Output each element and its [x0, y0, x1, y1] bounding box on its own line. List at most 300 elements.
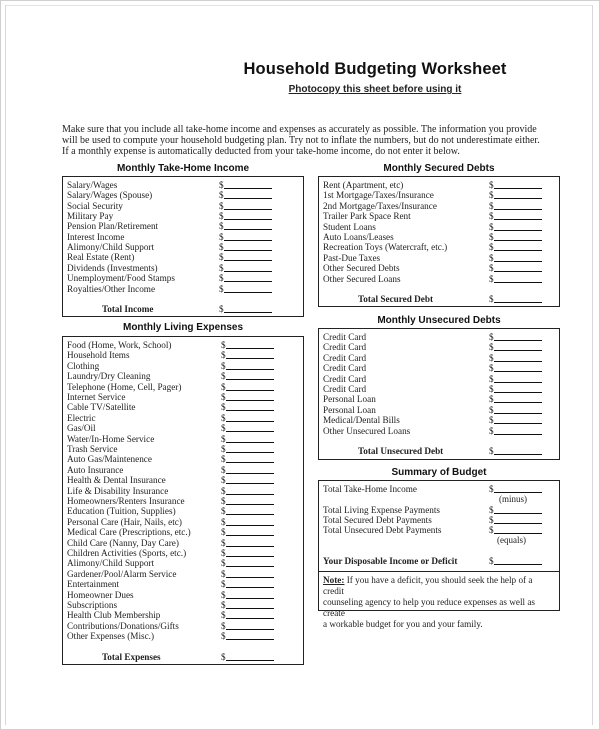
- dollar-sign: $: [489, 394, 494, 405]
- amount-field[interactable]: [219, 273, 272, 283]
- secured-debt-label: Trailer Park Space Rent: [323, 211, 411, 222]
- blank-line: [226, 579, 274, 588]
- blank-line: [494, 253, 542, 262]
- amount-field[interactable]: [489, 222, 542, 232]
- blank-line: [224, 242, 272, 251]
- living-expense-row: [67, 423, 303, 433]
- blank-line: [226, 350, 274, 359]
- summary-label: Total Take-Home Income: [323, 484, 417, 494]
- amount-field[interactable]: [221, 434, 274, 444]
- living-expense-row: [67, 382, 303, 392]
- amount-field[interactable]: [221, 538, 274, 548]
- amount-field[interactable]: [221, 465, 274, 475]
- secured-debt-total-row: [323, 294, 559, 304]
- amount-field[interactable]: [489, 415, 542, 425]
- blank-line: [226, 600, 274, 609]
- amount-field[interactable]: [221, 579, 274, 589]
- blank-line: [226, 527, 274, 536]
- blank-line: [494, 525, 542, 534]
- income-section-title: Monthly Take-Home Income: [116, 163, 250, 174]
- blank-line: [494, 415, 542, 424]
- unsecured-debt-label: Other Unsecured Loans: [323, 425, 411, 436]
- dollar-sign: $: [221, 589, 226, 600]
- living-expense-row: [67, 590, 303, 600]
- income-row: [67, 284, 303, 294]
- living-expense-row: [67, 621, 303, 631]
- total-amount-field[interactable]: [219, 304, 272, 314]
- living-expense-label: Telephone (Home, Cell, Pager): [67, 381, 182, 392]
- unsecured-debt-row: [323, 363, 559, 373]
- dollar-sign: $: [489, 404, 494, 415]
- blank-line: [494, 294, 542, 303]
- dollar-sign: $: [219, 231, 224, 242]
- dollar-sign: $: [219, 190, 224, 201]
- unsecured-debt-row: [323, 384, 559, 394]
- total-label: Total Unsecured Debt: [358, 446, 444, 456]
- amount-field[interactable]: [221, 569, 274, 579]
- living-expense-label: Food (Home, Work, School): [67, 340, 172, 350]
- dollar-sign: $: [219, 221, 224, 232]
- unsecured-debt-label: Credit Card: [323, 363, 367, 374]
- summary-row-living: [323, 505, 559, 515]
- dollar-sign: $: [489, 415, 494, 426]
- amount-field[interactable]: [219, 284, 272, 294]
- amount-field[interactable]: [221, 527, 274, 537]
- amount-field[interactable]: [489, 353, 542, 363]
- unsecured-debt-label: Credit Card: [323, 352, 367, 363]
- blank-line: [226, 475, 274, 484]
- amount-field[interactable]: [221, 558, 274, 568]
- dollar-sign: $: [221, 412, 226, 423]
- summary-row-disposable: [323, 556, 559, 566]
- amount-field[interactable]: [489, 342, 542, 352]
- unsecured-debt-label: Credit Card: [323, 384, 367, 394]
- living-expense-row: [67, 392, 303, 402]
- living-expense-row: [67, 548, 303, 558]
- living-expense-label: Gas/Oil: [67, 423, 96, 434]
- secured-debt-label: Rent (Apartment, etc): [323, 180, 404, 190]
- amount-field[interactable]: [489, 232, 542, 242]
- amount-field[interactable]: [489, 242, 542, 252]
- amount-field[interactable]: [221, 392, 274, 402]
- living-expense-row: [67, 434, 303, 444]
- secured-section-title: Monthly Secured Debts: [383, 163, 495, 174]
- dollar-sign: $: [219, 304, 224, 314]
- secured-debt-row: [323, 222, 559, 232]
- living-expense-row: [67, 517, 303, 527]
- unsecured-debt-row: [323, 342, 559, 352]
- unsecured-debt-row: [323, 353, 559, 363]
- amount-field[interactable]: [219, 190, 272, 200]
- dollar-sign: $: [489, 273, 494, 284]
- total-label: Total Secured Debt: [358, 294, 434, 304]
- dollar-sign: $: [489, 232, 494, 242]
- amount-field[interactable]: [489, 556, 542, 566]
- blank-line: [494, 180, 542, 189]
- amount-field[interactable]: [219, 201, 272, 211]
- blank-line: [494, 190, 542, 199]
- summary-label: Your Disposable Income or Deficit: [323, 555, 458, 566]
- amount-field[interactable]: [489, 505, 542, 515]
- income-row: [67, 180, 303, 190]
- amount-field[interactable]: [221, 371, 274, 381]
- note-label: Note:: [323, 575, 345, 585]
- amount-field[interactable]: [219, 221, 272, 231]
- dollar-sign: $: [221, 444, 226, 454]
- blank-line: [494, 332, 542, 341]
- living-expense-label: Child Care (Nanny, Day Care): [67, 537, 179, 548]
- dollar-sign: $: [219, 273, 224, 284]
- amount-field[interactable]: [221, 506, 274, 516]
- blank-line: [494, 342, 542, 351]
- amount-field[interactable]: [489, 384, 542, 394]
- blank-line: [224, 221, 272, 230]
- dollar-sign: $: [489, 524, 494, 535]
- summary-row-secured: [323, 515, 559, 525]
- blank-line: [226, 538, 274, 547]
- dollar-sign: $: [221, 340, 226, 350]
- blank-line: [226, 413, 274, 422]
- secured-debts-section: [318, 176, 560, 307]
- income-label: Dividends (Investments): [67, 262, 158, 273]
- secured-debt-label: Other Secured Debts: [323, 263, 400, 274]
- living-expense-label: Gardener/Pool/Alarm Service: [67, 568, 177, 579]
- blank-line: [224, 284, 272, 293]
- intro-paragraph: [62, 124, 562, 157]
- blank-line: [226, 631, 274, 640]
- income-label: Social Security: [67, 200, 123, 211]
- blank-line: [224, 180, 272, 189]
- amount-field[interactable]: [489, 263, 542, 273]
- dollar-sign: $: [221, 548, 226, 558]
- note-line: a workable budget for you and your family.: [323, 619, 483, 629]
- amount-field[interactable]: [221, 496, 274, 506]
- dollar-sign: $: [221, 620, 226, 631]
- income-row: [67, 232, 303, 242]
- living-expense-row: [67, 465, 303, 475]
- summary-section-title: Summary of Budget: [391, 467, 487, 478]
- total-label: Total Expenses: [102, 652, 161, 662]
- secured-debt-label: Recreation Toys (Watercraft, etc.): [323, 242, 448, 253]
- income-label: Pension Plan/Retirement: [67, 221, 159, 232]
- amount-field[interactable]: [489, 525, 542, 535]
- total-amount-field[interactable]: [489, 446, 542, 456]
- amount-field[interactable]: [221, 517, 274, 527]
- dollar-sign: $: [219, 252, 224, 263]
- dollar-sign: $: [219, 200, 224, 211]
- amount-field[interactable]: [221, 610, 274, 620]
- dollar-sign: $: [221, 360, 226, 371]
- minus-label: (minus): [499, 494, 527, 504]
- dollar-sign: $: [221, 610, 226, 621]
- living-expense-row: [67, 527, 303, 537]
- dollar-sign: $: [219, 180, 224, 190]
- living-expense-row: [67, 475, 303, 485]
- total-label: Total Income: [102, 304, 154, 314]
- blank-line: [224, 232, 272, 241]
- living-expense-row: [67, 444, 303, 454]
- dollar-sign: $: [489, 263, 494, 274]
- blank-line: [226, 454, 274, 463]
- amount-field[interactable]: [489, 180, 542, 190]
- blank-line: [226, 361, 274, 370]
- blank-line: [226, 382, 274, 391]
- blank-line: [226, 465, 274, 474]
- living-expense-label: Internet Service: [67, 392, 126, 402]
- blank-line: [226, 610, 274, 619]
- amount-field[interactable]: [489, 211, 542, 221]
- amount-field[interactable]: [489, 332, 542, 342]
- dollar-sign: $: [489, 221, 494, 232]
- dollar-sign: $: [221, 454, 226, 465]
- living-expense-label: Alimony/Child Support: [67, 558, 155, 569]
- amount-field[interactable]: [221, 402, 274, 412]
- blank-line: [494, 374, 542, 383]
- living-expense-label: Homeowner Dues: [67, 589, 134, 600]
- blank-line: [494, 211, 542, 220]
- living-expense-row: [67, 350, 303, 360]
- dollar-sign: $: [219, 211, 224, 222]
- blank-line: [494, 484, 542, 493]
- living-expense-row: [67, 506, 303, 516]
- amount-field[interactable]: [219, 180, 272, 190]
- dollar-sign: $: [489, 363, 494, 374]
- dollar-sign: $: [221, 496, 226, 506]
- dollar-sign: $: [489, 484, 494, 494]
- dollar-sign: $: [221, 423, 226, 434]
- amount-field[interactable]: [221, 621, 274, 631]
- amount-field[interactable]: [221, 454, 274, 464]
- unsecured-debt-row: [323, 332, 559, 342]
- blank-line: [226, 371, 274, 380]
- income-section: [62, 176, 304, 317]
- dollar-sign: $: [489, 373, 494, 384]
- secured-debt-row: [323, 263, 559, 273]
- summary-label: Total Living Expense Payments: [323, 504, 440, 515]
- unsecured-debt-label: Credit Card: [323, 332, 367, 342]
- secured-debt-row: [323, 232, 559, 242]
- amount-field[interactable]: [221, 444, 274, 454]
- living-expense-row: [67, 454, 303, 464]
- living-expense-label: Water/In-Home Service: [67, 433, 155, 444]
- dollar-sign: $: [489, 555, 494, 566]
- amount-field[interactable]: [489, 405, 542, 415]
- blank-line: [494, 242, 542, 251]
- income-row: [67, 242, 303, 252]
- amount-field[interactable]: [221, 590, 274, 600]
- dollar-sign: $: [221, 579, 226, 590]
- amount-field[interactable]: [489, 374, 542, 384]
- blank-line: [226, 590, 274, 599]
- note-line: [323, 575, 555, 597]
- secured-debt-label: Past-Due Taxes: [323, 252, 381, 263]
- dollar-sign: $: [489, 514, 494, 525]
- income-row: [67, 201, 303, 211]
- amount-field[interactable]: [219, 252, 272, 262]
- income-row: [67, 263, 303, 273]
- note-line: counseling agency to help you reduce expenses as well as create: [323, 597, 536, 618]
- unsecured-debt-total-row: [323, 446, 559, 456]
- amount-field[interactable]: [221, 486, 274, 496]
- amount-field[interactable]: [489, 426, 542, 436]
- deficit-note: [319, 571, 559, 629]
- total-amount-field[interactable]: [221, 652, 274, 662]
- living-expense-total-row: [67, 652, 303, 662]
- blank-line: [494, 505, 542, 514]
- living-expense-row: [67, 361, 303, 371]
- unsecured-debt-label: Credit Card: [323, 342, 367, 353]
- blank-line: [226, 558, 274, 567]
- amount-field[interactable]: [221, 600, 274, 610]
- living-expense-label: Life & Disability Insurance: [67, 485, 169, 496]
- unsecured-debt-row: [323, 415, 559, 425]
- blank-line: [224, 304, 272, 313]
- blank-line: [494, 222, 542, 231]
- amount-field[interactable]: [221, 413, 274, 423]
- amount-field[interactable]: [489, 394, 542, 404]
- amount-field[interactable]: [219, 211, 272, 221]
- secured-debt-row: [323, 253, 559, 263]
- blank-line: [494, 384, 542, 393]
- amount-field[interactable]: [489, 363, 542, 373]
- unsecured-debt-label: Medical/Dental Bills: [323, 415, 400, 426]
- living-expense-row: [67, 486, 303, 496]
- blank-line: [494, 201, 542, 210]
- amount-field[interactable]: [221, 350, 274, 360]
- unsecured-debt-row: [323, 374, 559, 384]
- dollar-sign: $: [221, 631, 226, 642]
- secured-debt-row: [323, 190, 559, 200]
- income-label: Interest Income: [67, 231, 125, 242]
- living-section-title: Monthly Living Expenses: [122, 322, 244, 333]
- living-expenses-section: [62, 336, 304, 665]
- blank-line: [226, 340, 274, 349]
- blank-line: [224, 263, 272, 272]
- dollar-sign: $: [489, 384, 494, 394]
- income-label: Royalties/Other Income: [67, 283, 156, 294]
- living-expense-label: Entertainment: [67, 579, 120, 590]
- secured-debt-row: [323, 274, 559, 284]
- amount-field[interactable]: [221, 361, 274, 371]
- amount-field[interactable]: [221, 340, 274, 350]
- living-expense-label: Clothing: [67, 360, 100, 371]
- dollar-sign: $: [489, 200, 494, 211]
- blank-line: [494, 556, 542, 565]
- blank-line: [226, 486, 274, 495]
- unsecured-debt-label: Personal Loan: [323, 394, 376, 405]
- income-row: [67, 273, 303, 283]
- living-expense-label: Children Activities (Sports, etc.): [67, 548, 187, 558]
- dollar-sign: $: [489, 252, 494, 263]
- secured-debt-label: Auto Loans/Leases: [323, 232, 394, 242]
- amount-field[interactable]: [219, 263, 272, 273]
- blank-line: [224, 252, 272, 261]
- dollar-sign: $: [221, 568, 226, 579]
- living-expense-label: Household Items: [67, 350, 130, 361]
- amount-field[interactable]: [489, 484, 542, 494]
- blank-line: [494, 426, 542, 435]
- note-text: If you have a deficit, you should seek the help of a credit: [323, 575, 533, 596]
- intro-line: If a monthly expense is automatically deducted from your take-home income, do not enter it below.: [62, 146, 460, 157]
- dollar-sign: $: [221, 537, 226, 548]
- income-label: Military Pay: [67, 211, 114, 222]
- amount-field[interactable]: [221, 382, 274, 392]
- document-subtitle: Photocopy this sheet before using it: [288, 84, 462, 95]
- living-expense-row: [67, 558, 303, 568]
- blank-line: [226, 434, 274, 443]
- income-total-row: [67, 304, 303, 314]
- income-label: Salary/Wages (Spouse): [67, 190, 153, 201]
- living-expense-row: [67, 579, 303, 589]
- amount-field[interactable]: [219, 242, 272, 252]
- amount-field[interactable]: [221, 631, 274, 641]
- amount-field[interactable]: [489, 190, 542, 200]
- summary-row-unsecured: [323, 525, 559, 535]
- amount-field[interactable]: [489, 515, 542, 525]
- living-expense-label: Electric: [67, 412, 96, 423]
- income-row: [67, 211, 303, 221]
- living-expense-row: [67, 538, 303, 548]
- dollar-sign: $: [489, 352, 494, 363]
- secured-debt-label: 1st Mortgage/Taxes/Insurance: [323, 190, 434, 201]
- amount-field[interactable]: [221, 423, 274, 433]
- dollar-sign: $: [221, 475, 226, 486]
- living-expense-label: Medical Care (Prescriptions, etc.): [67, 527, 191, 538]
- dollar-sign: $: [221, 402, 226, 413]
- living-expense-label: Contributions/Donations/Gifts: [67, 620, 179, 631]
- secured-debt-row: [323, 242, 559, 252]
- blank-line: [226, 444, 274, 453]
- living-expense-row: [67, 600, 303, 610]
- blank-line: [226, 496, 274, 505]
- amount-field[interactable]: [489, 253, 542, 263]
- blank-line: [226, 423, 274, 432]
- dollar-sign: $: [219, 283, 224, 294]
- living-expense-label: Other Expenses (Misc.): [67, 631, 155, 642]
- document-title: Household Budgeting Worksheet: [243, 60, 507, 78]
- amount-field[interactable]: [221, 475, 274, 485]
- amount-field[interactable]: [489, 274, 542, 284]
- dollar-sign: $: [489, 242, 494, 253]
- amount-field[interactable]: [489, 201, 542, 211]
- blank-line: [494, 274, 542, 283]
- blank-line: [226, 517, 274, 526]
- living-expense-row: [67, 631, 303, 641]
- dollar-sign: $: [489, 190, 494, 201]
- living-expense-label: Personal Care (Hair, Nails, etc): [67, 516, 182, 527]
- income-row: [67, 190, 303, 200]
- dollar-sign: $: [219, 242, 224, 253]
- living-expense-label: Education (Tuition, Supplies): [67, 506, 176, 517]
- blank-line: [226, 392, 274, 401]
- dollar-sign: $: [489, 504, 494, 515]
- dollar-sign: $: [489, 294, 494, 304]
- blank-line: [226, 652, 274, 661]
- dollar-sign: $: [221, 392, 226, 402]
- blank-line: [224, 190, 272, 199]
- unsecured-debt-row: [323, 426, 559, 436]
- amount-field[interactable]: [221, 548, 274, 558]
- blank-line: [494, 446, 542, 455]
- unsecured-debts-section: [318, 328, 560, 460]
- income-label: Unemployment/Food Stamps: [67, 273, 175, 284]
- secured-debt-row: [323, 201, 559, 211]
- living-expense-label: Subscriptions: [67, 600, 118, 610]
- unsecured-debt-row: [323, 394, 559, 404]
- amount-field[interactable]: [219, 232, 272, 242]
- total-amount-field[interactable]: [489, 294, 542, 304]
- blank-line: [224, 211, 272, 220]
